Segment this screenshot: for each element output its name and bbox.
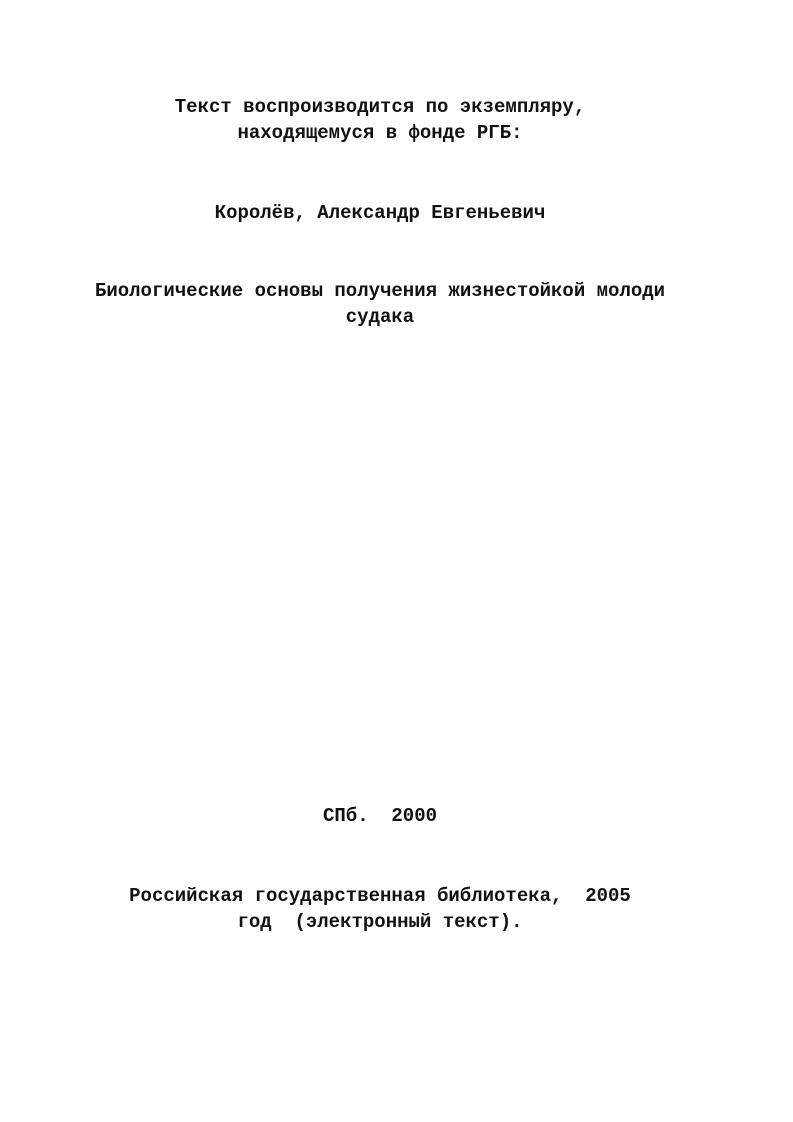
document-title-line-2: судака <box>345 306 415 328</box>
imprint-place-year: СПб. 2000 <box>322 805 438 827</box>
library-note-line-2: год (электронный текст). <box>237 911 523 933</box>
source-note-line-1: Текст воспроизводится по экземпляру, <box>174 96 586 118</box>
document-title-line-1: Биологические основы получения жизнестойкой молоди <box>94 280 666 302</box>
author-name: Королёв, Александр Евгеньевич <box>214 202 546 224</box>
library-note-line-1: Российская государственная библиотека, 2005 <box>129 885 631 907</box>
source-note-line-2: находящемуся в фонде РГБ: <box>237 122 523 144</box>
